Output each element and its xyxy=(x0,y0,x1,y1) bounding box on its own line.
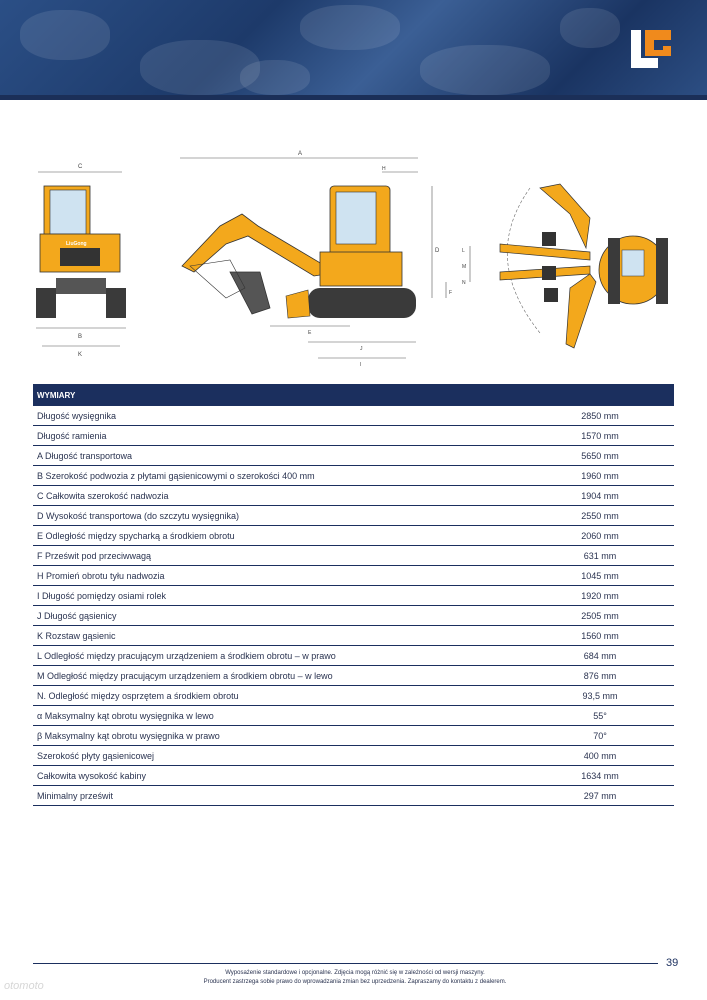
dim-letter-h: H xyxy=(382,166,386,172)
row-value: 55° xyxy=(526,706,674,726)
row-label: E Odległość między spycharką a środkiem obrotu xyxy=(33,526,526,546)
excavator-dimension-drawings xyxy=(30,148,680,373)
row-value: 1045 mm xyxy=(526,566,674,586)
row-label: F Prześwit pod przeciwwagą xyxy=(33,546,526,566)
dim-letter-i: I xyxy=(360,362,362,368)
row-label: A Długość transportowa xyxy=(33,446,526,466)
table-row xyxy=(33,786,674,806)
row-value: 70° xyxy=(526,726,674,746)
top-view-drawing xyxy=(462,184,668,348)
dim-letter-e: E xyxy=(308,330,312,336)
row-value: 2850 mm xyxy=(526,406,674,426)
row-label: K Rozstaw gąsienic xyxy=(33,626,526,646)
row-value: 2060 mm xyxy=(526,526,674,546)
row-label: α Maksymalny kąt obrotu wysięgnika w lewo xyxy=(33,706,526,726)
table-row xyxy=(33,746,674,766)
footnote-line-2: Producent zastrzega sobie prawo do wprowadzania zmian bez uprzedzenia. Zapraszamy do kontaktu z dealerem. xyxy=(203,979,507,985)
table-row xyxy=(33,546,674,566)
table-row xyxy=(33,566,674,586)
row-value: 1960 mm xyxy=(526,466,674,486)
table-row xyxy=(33,706,674,726)
table-row xyxy=(33,646,674,666)
row-label: J Długość gąsienicy xyxy=(33,606,526,626)
row-value: 876 mm xyxy=(526,666,674,686)
dim-letter-n: N xyxy=(462,280,466,286)
dim-letter-c: C xyxy=(78,164,83,170)
dim-letter-j: J xyxy=(360,346,363,352)
row-value: 1920 mm xyxy=(526,586,674,606)
side-view-drawing xyxy=(180,151,452,368)
row-value: 1904 mm xyxy=(526,486,674,506)
row-value: 1570 mm xyxy=(526,426,674,446)
row-value: 1634 mm xyxy=(526,766,674,786)
dim-letter-a: A xyxy=(298,151,303,157)
row-label: H Promień obrotu tyłu nadwozia xyxy=(33,566,526,586)
table-row xyxy=(33,606,674,626)
row-label: B Szerokość podwozia z płytami gąsienicowymi o szerokości 400 mm xyxy=(33,466,526,486)
row-value: 631 mm xyxy=(526,546,674,566)
row-value: 93,5 mm xyxy=(526,686,674,706)
table-row xyxy=(33,666,674,686)
header-banner xyxy=(0,0,707,100)
table-row xyxy=(33,446,674,466)
row-value: 1560 mm xyxy=(526,626,674,646)
table-row xyxy=(33,586,674,606)
front-view-drawing xyxy=(36,164,126,358)
watermark: otomoto xyxy=(4,980,44,992)
row-label: β Maksymalny kąt obrotu wysięgnika w prawo xyxy=(33,726,526,746)
row-value: 684 mm xyxy=(526,646,674,666)
row-label: D Wysokość transportowa (do szczytu wysięgnika) xyxy=(33,506,526,526)
table-row xyxy=(33,686,674,706)
table-row xyxy=(33,506,674,526)
table-header: WYMIARY xyxy=(33,384,674,406)
dim-letter-b: B xyxy=(78,334,83,340)
dim-letter-l: L xyxy=(462,248,465,254)
row-value: 2505 mm xyxy=(526,606,674,626)
table-row xyxy=(33,486,674,506)
row-value: 400 mm xyxy=(526,746,674,766)
row-label: Długość wysięgnika xyxy=(33,406,526,426)
table-row xyxy=(33,726,674,746)
liugong-logo xyxy=(628,28,674,70)
row-label: M Odległość między pracującym urządzeniem a środkiem obrotu – w lewo xyxy=(33,666,526,686)
row-value: 5650 mm xyxy=(526,446,674,466)
dim-letter-m: M xyxy=(462,264,467,270)
table-row xyxy=(33,766,674,786)
table-row xyxy=(33,466,674,486)
table-row xyxy=(33,526,674,546)
dim-letter-k: K xyxy=(78,352,83,358)
row-label: N. Odległość między osprzętem a środkiem obrotu xyxy=(33,686,526,706)
dim-letter-f: F xyxy=(449,290,453,296)
row-value: 297 mm xyxy=(526,786,674,806)
row-label: L Odległość między pracującym urządzeniem a środkiem obrotu – w prawo xyxy=(33,646,526,666)
row-value: 2550 mm xyxy=(526,506,674,526)
row-label: Całkowita wysokość kabiny xyxy=(33,766,526,786)
footnote xyxy=(110,969,600,987)
dim-letter-d: D xyxy=(435,248,440,254)
row-label: Minimalny prześwit xyxy=(33,786,526,806)
dimensions-table xyxy=(33,384,674,806)
table-row xyxy=(33,626,674,646)
table-row xyxy=(33,406,674,426)
row-label: I Długość pomiędzy osiami rolek xyxy=(33,586,526,606)
table-row xyxy=(33,426,674,446)
footer-divider xyxy=(33,963,658,964)
row-label: Szerokość płyty gąsienicowej xyxy=(33,746,526,766)
row-label: C Całkowita szerokość nadwozia xyxy=(33,486,526,506)
row-label: Długość ramienia xyxy=(33,426,526,446)
footnote-line-1: Wyposażenie standardowe i opcjonalne. Zdjęcia mogą różnić się w zależności od wersji maszyny. xyxy=(225,970,485,976)
page-number: 39 xyxy=(666,957,679,969)
front-brand-label: LiuGong xyxy=(66,241,87,247)
